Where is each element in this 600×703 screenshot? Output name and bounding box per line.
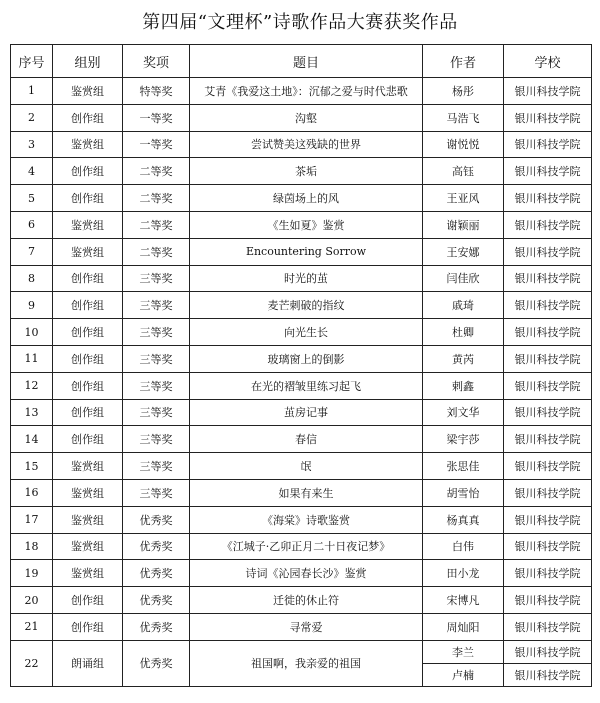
table-row — [11, 613, 592, 640]
cell-group: 鉴赏组 — [53, 238, 123, 265]
cell-group: 鉴赏组 — [53, 560, 123, 587]
cell-award: 三等奖 — [123, 453, 190, 480]
cell-award: 二等奖 — [123, 238, 190, 265]
cell-author: 张思佳 — [423, 453, 504, 480]
cell-group: 鉴赏组 — [53, 131, 123, 158]
cell-author: 梁宇莎 — [423, 426, 504, 453]
cell-work: 《海棠》诗歌鉴赏 — [190, 506, 423, 533]
cell-seq: 20 — [11, 587, 53, 614]
cell-author: 白伟 — [423, 533, 504, 560]
cell-work: 在光的褶皱里练习起飞 — [190, 372, 423, 399]
cell-group: 创作组 — [53, 104, 123, 131]
cell-author: 王亚风 — [423, 185, 504, 212]
cell-group: 创作组 — [53, 158, 123, 185]
table-row — [11, 640, 592, 663]
cell-award: 三等奖 — [123, 345, 190, 372]
cell-award: 三等奖 — [123, 372, 190, 399]
cell-award: 优秀奖 — [123, 560, 190, 587]
table-row — [11, 292, 592, 319]
cell-work: 艾青《我爱这土地》：沉郁之爱与时代悲歌 — [190, 78, 423, 105]
header-seq: 序号 — [11, 45, 53, 78]
table-row — [11, 131, 592, 158]
cell-work: 《江城子·乙卯正月二十日夜记梦》 — [190, 533, 423, 560]
cell-school: 银川科技学院 — [504, 560, 592, 587]
cell-author: 黄芮 — [423, 345, 504, 372]
cell-seq: 19 — [11, 560, 53, 587]
cell-author: 胡雪怡 — [423, 479, 504, 506]
cell-work: 玻璃窗上的倒影 — [190, 345, 423, 372]
cell-school: 银川科技学院 — [504, 131, 592, 158]
cell-group: 鉴赏组 — [53, 479, 123, 506]
cell-school: 银川科技学院 — [504, 319, 592, 346]
cell-author: 周灿阳 — [423, 613, 504, 640]
table-row — [11, 399, 592, 426]
cell-group: 鉴赏组 — [53, 78, 123, 105]
cell-work: 尝试赞美这残缺的世界 — [190, 131, 423, 158]
cell-seq: 3 — [11, 131, 53, 158]
table-row — [11, 587, 592, 614]
cell-author: 杨真真 — [423, 506, 504, 533]
page-title: 第四届“文理杯”诗歌作品大赛获奖作品 — [142, 12, 458, 33]
cell-group: 创作组 — [53, 345, 123, 372]
cell-work: 祖国啊，我亲爱的祖国 — [190, 640, 423, 686]
cell-school: 银川科技学院 — [504, 399, 592, 426]
cell-seq: 7 — [11, 238, 53, 265]
table-row — [11, 265, 592, 292]
table-row — [11, 506, 592, 533]
cell-author: 卢楠 — [423, 663, 504, 686]
cell-seq: 5 — [11, 185, 53, 212]
cell-seq: 21 — [11, 613, 53, 640]
cell-school: 银川科技学院 — [504, 533, 592, 560]
cell-group: 创作组 — [53, 426, 123, 453]
cell-award: 三等奖 — [123, 479, 190, 506]
cell-work: 绿茵场上的风 — [190, 185, 423, 212]
cell-group: 创作组 — [53, 319, 123, 346]
cell-group: 鉴赏组 — [53, 211, 123, 238]
header-author: 作者 — [423, 45, 504, 78]
cell-award: 三等奖 — [123, 292, 190, 319]
cell-award: 特等奖 — [123, 78, 190, 105]
cell-work: 麦芒刺破的指纹 — [190, 292, 423, 319]
cell-group: 创作组 — [53, 265, 123, 292]
table-row — [11, 211, 592, 238]
cell-school: 银川科技学院 — [504, 78, 592, 105]
cell-award: 一等奖 — [123, 104, 190, 131]
table-row — [11, 238, 592, 265]
cell-author: 杨彤 — [423, 78, 504, 105]
cell-group: 鉴赏组 — [53, 453, 123, 480]
header-work: 题目 — [190, 45, 423, 78]
cell-group: 朗诵组 — [53, 640, 123, 686]
cell-seq: 15 — [11, 453, 53, 480]
cell-school: 银川科技学院 — [504, 613, 592, 640]
table-row — [11, 158, 592, 185]
cell-award: 三等奖 — [123, 426, 190, 453]
cell-work: 茧房记事 — [190, 399, 423, 426]
table-row — [11, 426, 592, 453]
cell-school: 银川科技学院 — [504, 453, 592, 480]
cell-seq: 1 — [11, 78, 53, 105]
cell-school: 银川科技学院 — [504, 238, 592, 265]
cell-award: 优秀奖 — [123, 587, 190, 614]
table-row — [11, 319, 592, 346]
cell-group: 创作组 — [53, 587, 123, 614]
cell-seq: 16 — [11, 479, 53, 506]
cell-work: 沟壑 — [190, 104, 423, 131]
cell-work: 《生如夏》鉴赏 — [190, 211, 423, 238]
header-school: 学校 — [504, 45, 592, 78]
cell-school: 银川科技学院 — [504, 426, 592, 453]
cell-award: 优秀奖 — [123, 533, 190, 560]
cell-seq: 9 — [11, 292, 53, 319]
cell-school: 银川科技学院 — [504, 587, 592, 614]
cell-award: 二等奖 — [123, 158, 190, 185]
cell-school: 银川科技学院 — [504, 506, 592, 533]
cell-group: 创作组 — [53, 292, 123, 319]
cell-seq: 12 — [11, 372, 53, 399]
cell-school: 银川科技学院 — [504, 640, 592, 663]
cell-author: 戚琦 — [423, 292, 504, 319]
cell-work: 迁徙的休止符 — [190, 587, 423, 614]
cell-award: 优秀奖 — [123, 613, 190, 640]
cell-author: 杜卿 — [423, 319, 504, 346]
table-row — [11, 185, 592, 212]
awards-table — [10, 44, 592, 687]
table-row — [11, 78, 592, 105]
cell-work: 时光的茧 — [190, 265, 423, 292]
cell-award: 三等奖 — [123, 265, 190, 292]
table-row — [11, 533, 592, 560]
cell-work: 向光生长 — [190, 319, 423, 346]
cell-school: 银川科技学院 — [504, 265, 592, 292]
cell-school: 银川科技学院 — [504, 211, 592, 238]
table-row — [11, 372, 592, 399]
table-row — [11, 345, 592, 372]
header-award: 奖项 — [123, 45, 190, 78]
cell-seq: 2 — [11, 104, 53, 131]
cell-author: 王安娜 — [423, 238, 504, 265]
table-row — [11, 104, 592, 131]
cell-award: 优秀奖 — [123, 506, 190, 533]
cell-school: 银川科技学院 — [504, 372, 592, 399]
cell-work: 诗词《沁园春长沙》鉴赏 — [190, 560, 423, 587]
table-header-row — [11, 45, 592, 78]
cell-award: 三等奖 — [123, 399, 190, 426]
cell-group: 创作组 — [53, 372, 123, 399]
cell-school: 银川科技学院 — [504, 663, 592, 686]
cell-school: 银川科技学院 — [504, 185, 592, 212]
cell-school: 银川科技学院 — [504, 158, 592, 185]
cell-school: 银川科技学院 — [504, 292, 592, 319]
cell-author: 谢悦悦 — [423, 131, 504, 158]
cell-seq: 10 — [11, 319, 53, 346]
cell-group: 创作组 — [53, 613, 123, 640]
cell-author: 马浩飞 — [423, 104, 504, 131]
cell-author: 剌鑫 — [423, 372, 504, 399]
cell-seq: 14 — [11, 426, 53, 453]
cell-work: 茶垢 — [190, 158, 423, 185]
cell-seq: 17 — [11, 506, 53, 533]
cell-work: 氓 — [190, 453, 423, 480]
table-row — [11, 560, 592, 587]
cell-school: 银川科技学院 — [504, 479, 592, 506]
cell-award: 二等奖 — [123, 211, 190, 238]
cell-work: Encountering Sorrow — [190, 238, 423, 265]
cell-author: 李兰 — [423, 640, 504, 663]
cell-seq: 18 — [11, 533, 53, 560]
cell-author: 宋博凡 — [423, 587, 504, 614]
cell-author: 谢颖丽 — [423, 211, 504, 238]
cell-work: 寻常爱 — [190, 613, 423, 640]
cell-seq: 11 — [11, 345, 53, 372]
cell-work: 如果有来生 — [190, 479, 423, 506]
cell-work: 春信 — [190, 426, 423, 453]
header-group: 组别 — [53, 45, 123, 78]
table-row — [11, 479, 592, 506]
cell-author: 闫佳欣 — [423, 265, 504, 292]
cell-seq: 4 — [11, 158, 53, 185]
cell-school: 银川科技学院 — [504, 345, 592, 372]
table-row — [11, 453, 592, 480]
cell-seq: 13 — [11, 399, 53, 426]
cell-seq: 6 — [11, 211, 53, 238]
cell-award: 二等奖 — [123, 185, 190, 212]
cell-seq: 22 — [11, 640, 53, 686]
cell-award: 三等奖 — [123, 319, 190, 346]
cell-author: 刘文华 — [423, 399, 504, 426]
cell-school: 银川科技学院 — [504, 104, 592, 131]
cell-group: 创作组 — [53, 185, 123, 212]
cell-group: 鉴赏组 — [53, 533, 123, 560]
cell-author: 田小龙 — [423, 560, 504, 587]
cell-award: 一等奖 — [123, 131, 190, 158]
cell-group: 鉴赏组 — [53, 506, 123, 533]
cell-award: 优秀奖 — [123, 640, 190, 686]
cell-seq: 8 — [11, 265, 53, 292]
cell-group: 创作组 — [53, 399, 123, 426]
cell-author: 高钰 — [423, 158, 504, 185]
